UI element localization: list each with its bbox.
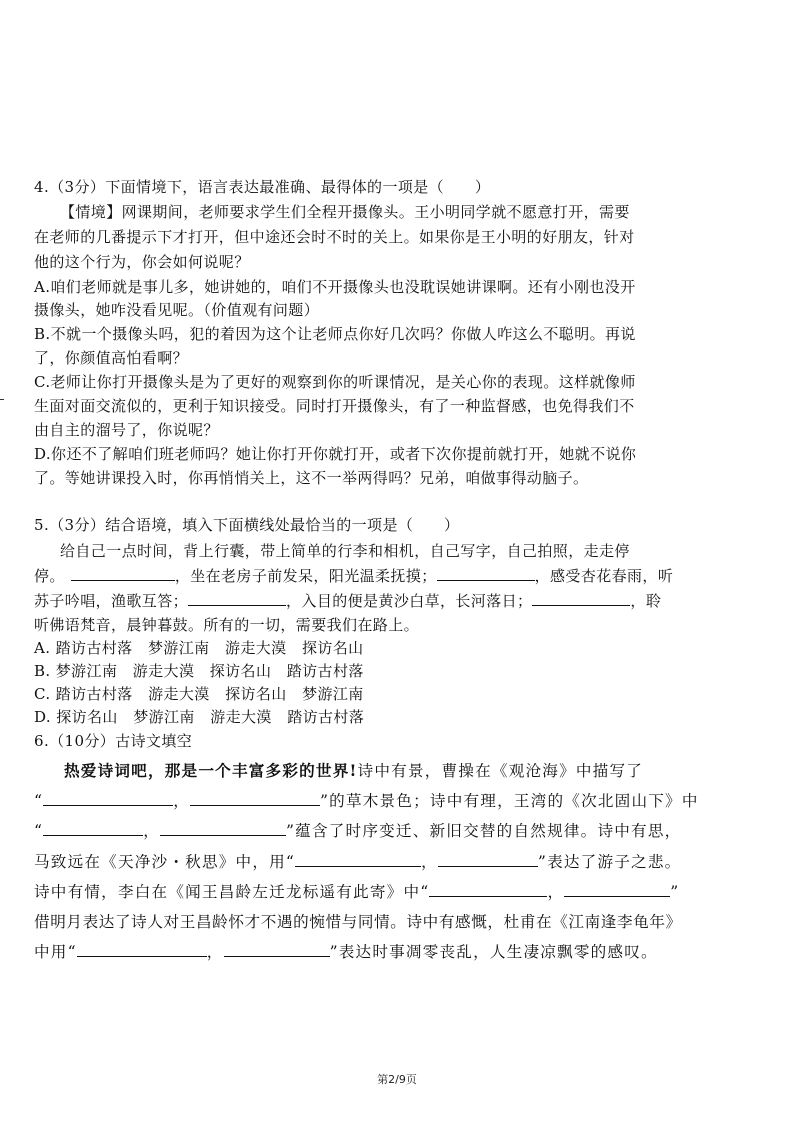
answer-blank[interactable] — [532, 591, 630, 606]
question-5-option-b: B. 梦游江南 游走大漠 探访名山 踏访古村落 — [34, 662, 364, 680]
answer-blank[interactable] — [77, 942, 207, 957]
answer-blank[interactable] — [564, 882, 670, 897]
question-4-option-a: A.咱们老师就是事儿多，她讲她的，咱们不开摄像头也没耽误她讲课啊。还有小刚也没开 — [34, 278, 636, 296]
answer-blank[interactable] — [71, 566, 175, 581]
question-5-stem: 5.（3分）结合语境，填入下面横线处最恰当的一项是（ ） — [34, 516, 460, 534]
answer-blank[interactable] — [224, 942, 330, 957]
question-4-context: 他的这个行为，你会如何说呢？ — [34, 253, 250, 271]
answer-blank[interactable] — [188, 591, 286, 606]
question-4-option-c: 生面对面交流似的，更利于知识接受。同时打开摄像头，有了一种监督感，也免得我们不 — [34, 397, 635, 415]
question-4-option-d: 了。等她讲课投入时，你再悄悄关上，这不一举两得吗？兄弟，咱做事得动脑子。 — [34, 469, 589, 487]
question-4-option-b: 了，你颜值高怕看啊？ — [34, 349, 189, 367]
answer-blank[interactable] — [190, 791, 320, 806]
answer-blank[interactable] — [295, 852, 421, 867]
question-4-stem: 4.（3分）下面情境下，语言表达最准确、最得体的一项是（ ） — [34, 178, 491, 196]
question-5-passage: 听佛语梵音，晨钟暮鼓。所有的一切，需要我们在路上。 — [34, 616, 420, 634]
question-5-option-a: A. 踏访古村落 梦游江南 游走大漠 探访名山 — [34, 639, 364, 657]
question-4-option-a: 摄像头，她咋没看见呢。（价值观有问题） — [34, 301, 320, 319]
question-5-passage: 停。 ，坐在老房子前发呆，阳光温柔抚摸； ，感受杏花春雨，听 — [34, 567, 674, 585]
answer-blank[interactable] — [438, 852, 538, 867]
question-6-text: 诗中有情，李白在《闻王昌龄左迁龙标遥有此寄》中“ ， ” — [34, 883, 680, 901]
question-6-stem: 6.（10分）古诗文填空 — [34, 732, 193, 750]
question-4-option-b: B.不就一个摄像头吗，犯的着因为这个让老师点你好几次吗？你做人咋这么不聪明。再说 — [34, 325, 636, 343]
question-6-text: 中用“ ， ”表达时事凋零丧乱，人生凄凉飘零的感叹。 — [34, 943, 658, 961]
margin-mark — [0, 399, 4, 400]
question-4-context: 【情境】网课期间，老师要求学生们全程开摄像头。王小明同学就不愿意打开，需要 — [60, 203, 630, 221]
question-4-option-c: C.老师让你打开摄像头是为了更好的观察到你的听课情况，是关心你的表现。这样就像师 — [34, 373, 636, 391]
question-4-context: 在老师的几番提示下才打开，但中途还会时不时的关上。如果你是王小明的好朋友，针对 — [34, 228, 635, 246]
page-number: 第2/9页 — [377, 1073, 417, 1086]
answer-blank[interactable] — [160, 821, 286, 836]
question-5-option-d: D. 探访名山 梦游江南 游走大漠 踏访古村落 — [34, 708, 365, 726]
answer-blank[interactable] — [437, 566, 535, 581]
question-6-text: 借明月表达了诗人对王昌龄怀才不遇的惋惜与同情。诗中有感慨，杜甫在《江南逢李龟年》 — [34, 913, 682, 931]
question-6-text: “ ， ”的草木景色；诗中有理，王湾的《次北固山下》中 — [34, 792, 699, 810]
answer-blank[interactable] — [429, 882, 547, 897]
answer-blank[interactable] — [43, 821, 143, 836]
question-6-text: “ ， ”蕴含了时序变迁、新旧交替的自然规律。诗中有思， — [34, 822, 682, 840]
answer-blank[interactable] — [43, 791, 173, 806]
question-4-option-d: D.你还不了解咱们班老师吗？她让你打开你就打开，或者下次你提前就打开，她就不说你 — [34, 445, 637, 463]
question-5-passage: 给自己一点时间，背上行囊，带上简单的行李和相机，自己写字，自己拍照，走走停 — [60, 542, 630, 560]
question-5-passage: 苏子吟唱，渔歌互答； ，入目的便是黄沙白草，长河落日； ，聆 — [34, 592, 662, 610]
question-6-text: 马致远在《天净沙・秋思》中，用“ ， ”表达了游子之悲。 — [34, 853, 682, 871]
question-5-option-c: C. 踏访古村落 游走大漠 探访名山 梦游江南 — [34, 685, 364, 703]
question-4-option-c: 由自主的溜号了，你说呢？ — [34, 421, 219, 439]
question-6-text: 热爱诗词吧，那是一个丰富多彩的世界!诗中有景，曹操在《观沧海》中描写了 — [64, 761, 644, 780]
